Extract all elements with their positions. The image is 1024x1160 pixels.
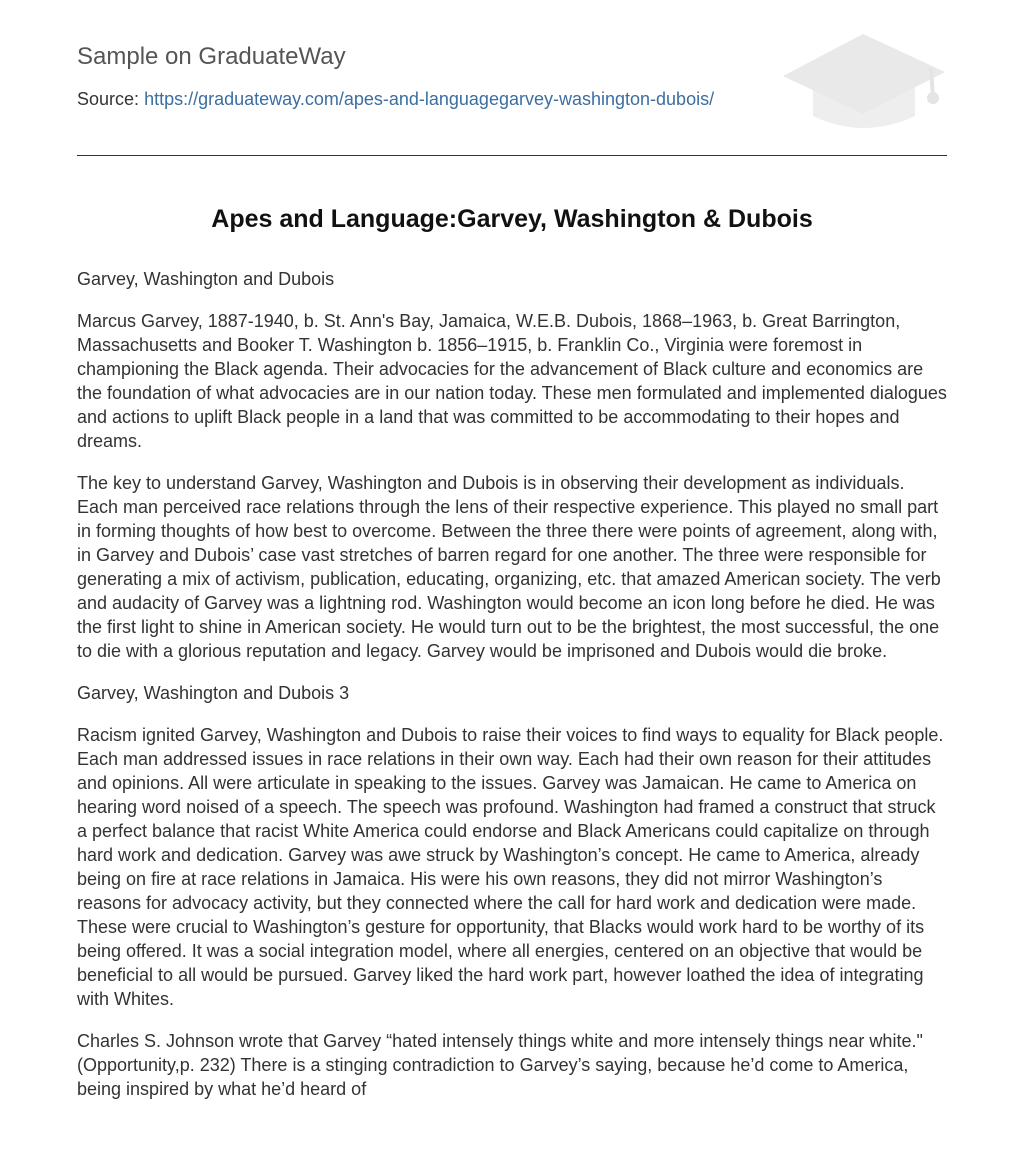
paragraph: The key to understand Garvey, Washington and Dubois is in observing their development as individuals. Each man perceived race relations through the lens of their respective experience. This played no small part in forming thoughts of how best to overcome. Between the three there were points of agreement, along with, in Garvey and Dubois’ case vast stretches of barren regard for one another. The three were responsible for generating a mix of activism, publication, educating, organizing, etc. that amazed American society. The verb and audacity of Garvey was a lightning rod. Washington would become an icon long before he died. He was the first light to shine in American society. He would turn out to be the brightest, the most successful, the one to die with a glorious reputation and legacy. Garvey would be imprisoned and Dubois would die broke. (77, 473, 941, 661)
paragraph: Garvey, Washington and Dubois 3 (77, 683, 350, 703)
paragraph: Charles S. Johnson wrote that Garvey “hated intensely things white and more intensely things near white." (Opportunity,p. 232) There is a stinging contradiction to Garvey’s saying, because he’d come to America, being inspired by what he’d heard of (77, 1031, 923, 1099)
source-link[interactable]: https://graduateway.com/apes-and-languagegarvey-washington-dubois/ (144, 89, 715, 109)
site-title: Sample on GraduateWay (77, 43, 346, 70)
paragraph: Garvey, Washington and Dubois (77, 269, 335, 289)
graduation-cap-icon (781, 30, 947, 134)
source-label: Source: (77, 89, 140, 109)
paragraph: Marcus Garvey, 1887-1940, b. St. Ann's Bay, Jamaica, W.E.B. Dubois, 1868–1963, b. Great Barrington, Massachusetts and Booker T. Washington b. 1856–1915, b. Franklin Co., Virginia were foremost in championing the Black agenda. Their advocacies for the advancement of Black culture and economics are the foundation of what advocacies are in our nation today. These men formulated and implemented dialogues and actions to uplift Black people in a land that was committed to be accommodating to their hopes and dreams. (77, 311, 947, 451)
document-title: Apes and Language:Garvey, Washington & Dubois (211, 205, 813, 233)
header-divider (77, 155, 947, 156)
source-line (77, 89, 714, 110)
paragraph: Racism ignited Garvey, Washington and Dubois to raise their voices to find ways to equality for Black people. Each man addressed issues in race relations in their own way. Each had their own reason for their attitudes and opinions. All were articulate in speaking to the issues. Garvey was Jamaican. He came to America on hearing word noised of a speech. The speech was profound. Washington had framed a construct that struck a perfect balance that racist White America could endorse and Black Americans could capitalize on through hard work and dedication. Garvey was awe struck by Washington’s concept. He came to America, already being on fire at race relations in Jamaica. His were his own reasons, they did not mirror Washington’s reasons for advocacy activity, but they connected where the call for hard work and dedication were made. These were crucial to Washington’s gesture for opportunity, that Blacks would work hard to be worthy of its being offered. It was a social integration model, where all energies, centered on an objective that would be beneficial to all would be pursued. Garvey liked the hard work part, however loathed the idea of integrating with Whites. (77, 725, 944, 1009)
page-header (77, 0, 947, 156)
document-body (77, 267, 949, 1119)
